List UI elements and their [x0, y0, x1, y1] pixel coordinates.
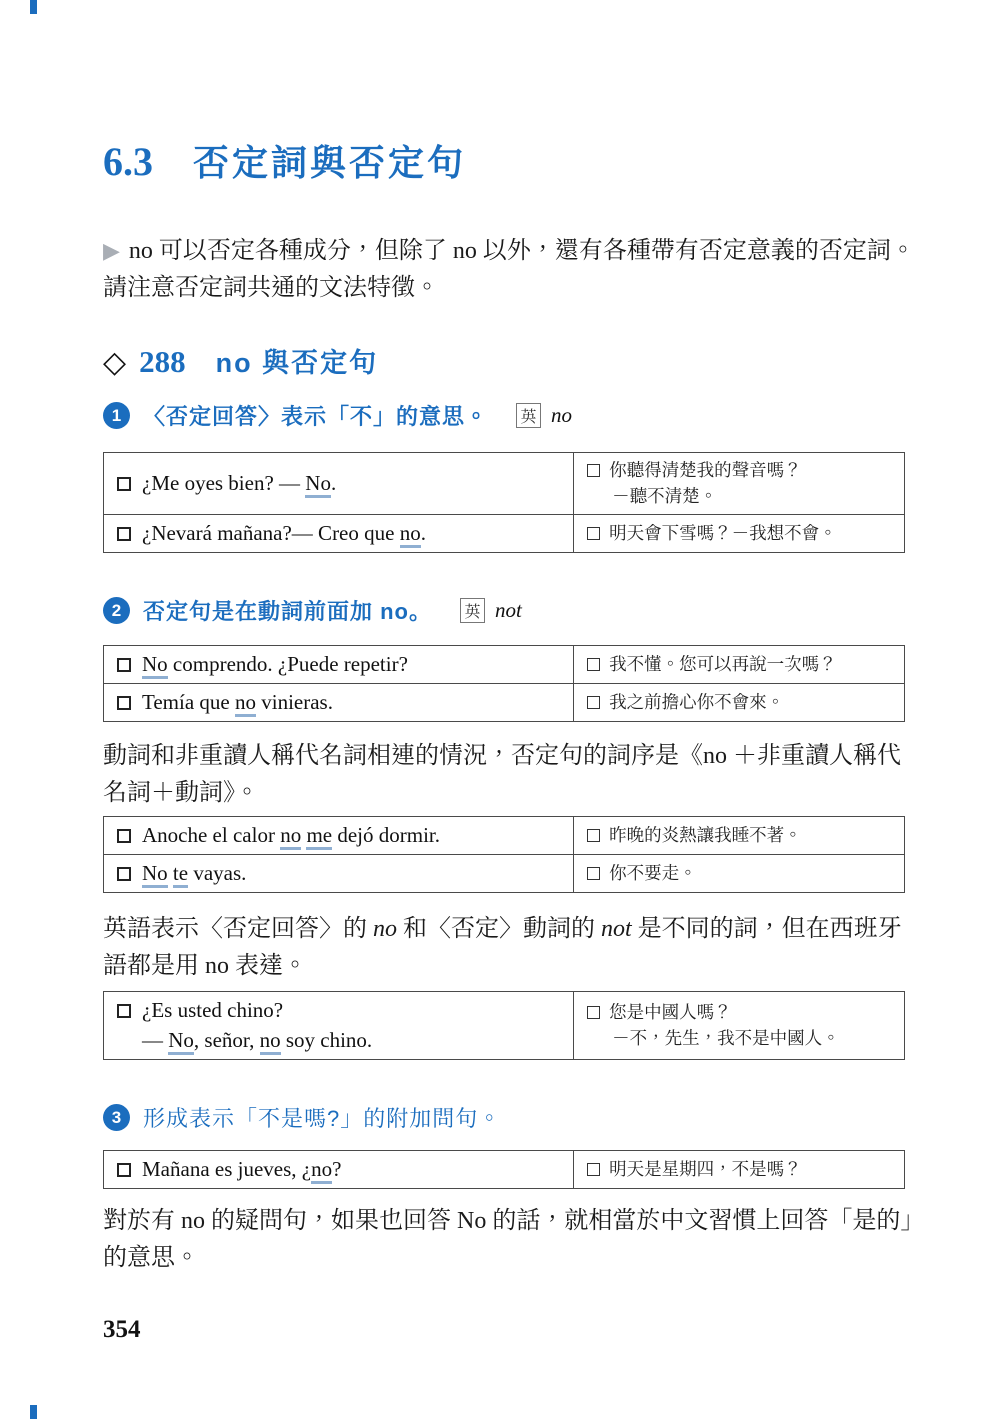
checkbox-icon: [117, 829, 131, 843]
chinese-cell: [574, 646, 905, 684]
underlined-word: No: [305, 471, 331, 498]
italic-word: not: [601, 916, 632, 942]
spanish-cell: [104, 855, 574, 893]
text-segment: 英語表示〈否定回答〉的: [103, 916, 373, 942]
table-row: [104, 453, 905, 515]
underlined-word: no: [235, 690, 256, 717]
paragraph-line: [103, 911, 905, 948]
cell-line: －不，先生，我不是中國人。: [612, 1028, 840, 1048]
example-table-1: [103, 452, 905, 553]
text-segment: Anoche el calor: [142, 823, 281, 847]
section-number: 6.3: [103, 139, 153, 184]
intro-paragraph: [103, 232, 915, 307]
spanish-cell: [104, 1151, 574, 1189]
table-row: [104, 646, 905, 684]
paragraph-line: 名詞＋動詞》。: [103, 780, 259, 806]
page-edge-mark-top: [30, 0, 37, 14]
paragraph-line: ▶ no 可以否定各種成分，但除了 no 以外，還有各種帶有否定意義的否定詞。: [103, 238, 915, 264]
pronoun-order-paragraph: [103, 738, 905, 812]
text-segment: ¿Es usted chino?: [142, 998, 284, 1022]
text-segment: ?: [332, 1157, 342, 1181]
example-table-4: [103, 991, 905, 1060]
checkbox-icon: [587, 829, 600, 842]
cell-line: 你聽得清楚我的聲音嗎？: [587, 457, 894, 483]
section-title: 否定詞與否定句: [193, 142, 467, 183]
text-segment: —: [142, 1028, 169, 1052]
entry-number: 288: [139, 344, 186, 379]
point-2-heading: [103, 595, 905, 626]
underlined-word: no: [280, 823, 301, 850]
english-word: no: [551, 403, 573, 427]
checkbox-icon: [587, 527, 600, 540]
entry-title: no 與否定句: [215, 348, 379, 378]
text-segment: .: [420, 521, 426, 545]
underlined-word: No: [142, 652, 168, 679]
cell-line: [117, 518, 563, 548]
cell-line: 明天會下雪嗎？－我想不會。: [587, 520, 894, 546]
italic-word: no: [373, 916, 397, 942]
spanish-cell: [104, 817, 574, 855]
english-tag: [516, 403, 572, 428]
triangle-marker-icon: ▶: [103, 238, 120, 263]
english-tag: [460, 598, 522, 623]
chinese-cell: [574, 855, 905, 893]
cell-line: [117, 820, 563, 850]
text-segment: 和〈否定〉動詞的: [397, 916, 601, 942]
spanish-cell: [104, 992, 574, 1060]
point-3-text: 形成表示「不是嗎?」的附加問句。: [143, 1106, 502, 1131]
paragraph-line: 的意思。: [103, 1245, 199, 1271]
checkbox-icon: [587, 1006, 600, 1019]
checkbox-icon: [117, 1004, 131, 1018]
paragraph-line: 對於有 no 的疑問句，如果也回答 No 的話，就相當於中文習慣上回答「是的」: [103, 1208, 925, 1234]
underlined-word: me: [306, 823, 332, 850]
checkbox-icon: [117, 867, 131, 881]
underlined-word: No: [142, 861, 168, 888]
paragraph-line: 請注意否定詞共通的文法特徵。: [103, 275, 439, 301]
table-row: [104, 1151, 905, 1189]
text-segment: 是不同的詞，但在西班牙: [631, 916, 902, 942]
cell-line: [117, 995, 563, 1025]
section-heading: [103, 135, 905, 186]
page-edge-mark-bottom: [30, 1405, 37, 1419]
paragraph-line: 動詞和非重讀人稱代名詞相連的情況，否定句的詞序是《no ＋非重讀人稱代: [103, 743, 901, 769]
cell-line: 明天是星期四，不是嗎？: [587, 1156, 894, 1182]
text-segment: .: [330, 471, 337, 495]
chinese-cell: [574, 515, 905, 553]
circled-1-icon: 1: [103, 402, 130, 429]
text-segment: dejó dormir.: [332, 823, 440, 847]
underlined-word: no: [400, 521, 421, 548]
cell-line: 你不要走。: [587, 860, 894, 886]
checkbox-icon: [587, 696, 600, 709]
text-segment: Mañana es jueves, ¿: [142, 1157, 312, 1181]
example-table-2: [103, 645, 905, 722]
example-table-5: [103, 1150, 905, 1189]
checkbox-icon: [587, 658, 600, 671]
table-row: [104, 684, 905, 722]
paragraph-line: 語都是用 no 表達。: [103, 953, 307, 979]
cell-line: [117, 687, 563, 717]
table-row: [104, 817, 905, 855]
text-segment: ¿Me oyes bien? —: [142, 471, 306, 495]
page-number: 354: [103, 1316, 141, 1343]
cell-line: －聽不清楚。: [612, 486, 718, 506]
chinese-cell: [574, 1151, 905, 1189]
chinese-cell: [574, 453, 905, 515]
text-segment: vinieras.: [256, 690, 333, 714]
text-segment: Temía que: [142, 690, 235, 714]
circled-3-icon: 3: [103, 1104, 130, 1131]
entry-heading: [103, 341, 905, 380]
english-comparison-paragraph: [103, 911, 905, 985]
point-3-heading: [103, 1102, 905, 1133]
checkbox-icon: [587, 867, 600, 880]
chinese-cell: [574, 992, 905, 1060]
text-segment: soy chino.: [280, 1028, 373, 1052]
checkbox-icon: [587, 464, 600, 477]
checkbox-icon: [587, 1163, 600, 1176]
cell-line: [117, 1154, 563, 1184]
checkbox-icon: [117, 696, 131, 710]
spanish-cell: [104, 684, 574, 722]
underlined-word: no: [260, 1028, 281, 1055]
text-segment: vayas.: [188, 861, 247, 885]
table-row: [104, 855, 905, 893]
chinese-cell: [574, 817, 905, 855]
english-word: not: [495, 598, 522, 622]
table-row: [104, 992, 905, 1060]
underlined-word: te: [173, 861, 188, 888]
text-segment: comprendo. ¿Puede repetir?: [167, 652, 408, 676]
example-table-3: [103, 816, 905, 893]
checkbox-icon: [117, 477, 131, 491]
point-1-text: 〈否定回答〉表示「不」的意思。: [143, 404, 489, 429]
spanish-cell: [104, 646, 574, 684]
cell-line: [117, 858, 563, 888]
english-box-icon: 英: [460, 598, 485, 623]
cell-line: [117, 649, 563, 679]
underlined-word: No: [168, 1028, 194, 1055]
checkbox-icon: [117, 658, 131, 672]
spanish-cell: [104, 515, 574, 553]
text-segment: ¿Nevará mañana?— Creo que: [142, 521, 400, 545]
english-box-icon: 英: [516, 403, 541, 428]
cell-line: 我之前擔心你不會來。: [587, 689, 894, 715]
cell-line: 我不懂。您可以再說一次嗎？: [587, 651, 894, 677]
chinese-cell: [574, 684, 905, 722]
cell-line: [117, 468, 563, 498]
checkbox-icon: [117, 1163, 131, 1177]
table-row: [104, 515, 905, 553]
point-1-heading: [103, 400, 905, 431]
cell-line: [117, 1025, 563, 1055]
underlined-word: no: [311, 1157, 332, 1184]
answer-note-paragraph: [103, 1203, 925, 1277]
circled-2-icon: 2: [103, 597, 130, 624]
point-2-text: 否定句是在動詞前面加 no。: [143, 599, 432, 624]
checkbox-icon: [117, 527, 131, 541]
cell-line: 昨晚的炎熱讓我睡不著。: [587, 822, 894, 848]
diamond-icon: ◇: [103, 346, 127, 379]
text-segment: , señor,: [193, 1028, 260, 1052]
spanish-cell: [104, 453, 574, 515]
cell-line: 您是中國人嗎？: [587, 999, 894, 1025]
